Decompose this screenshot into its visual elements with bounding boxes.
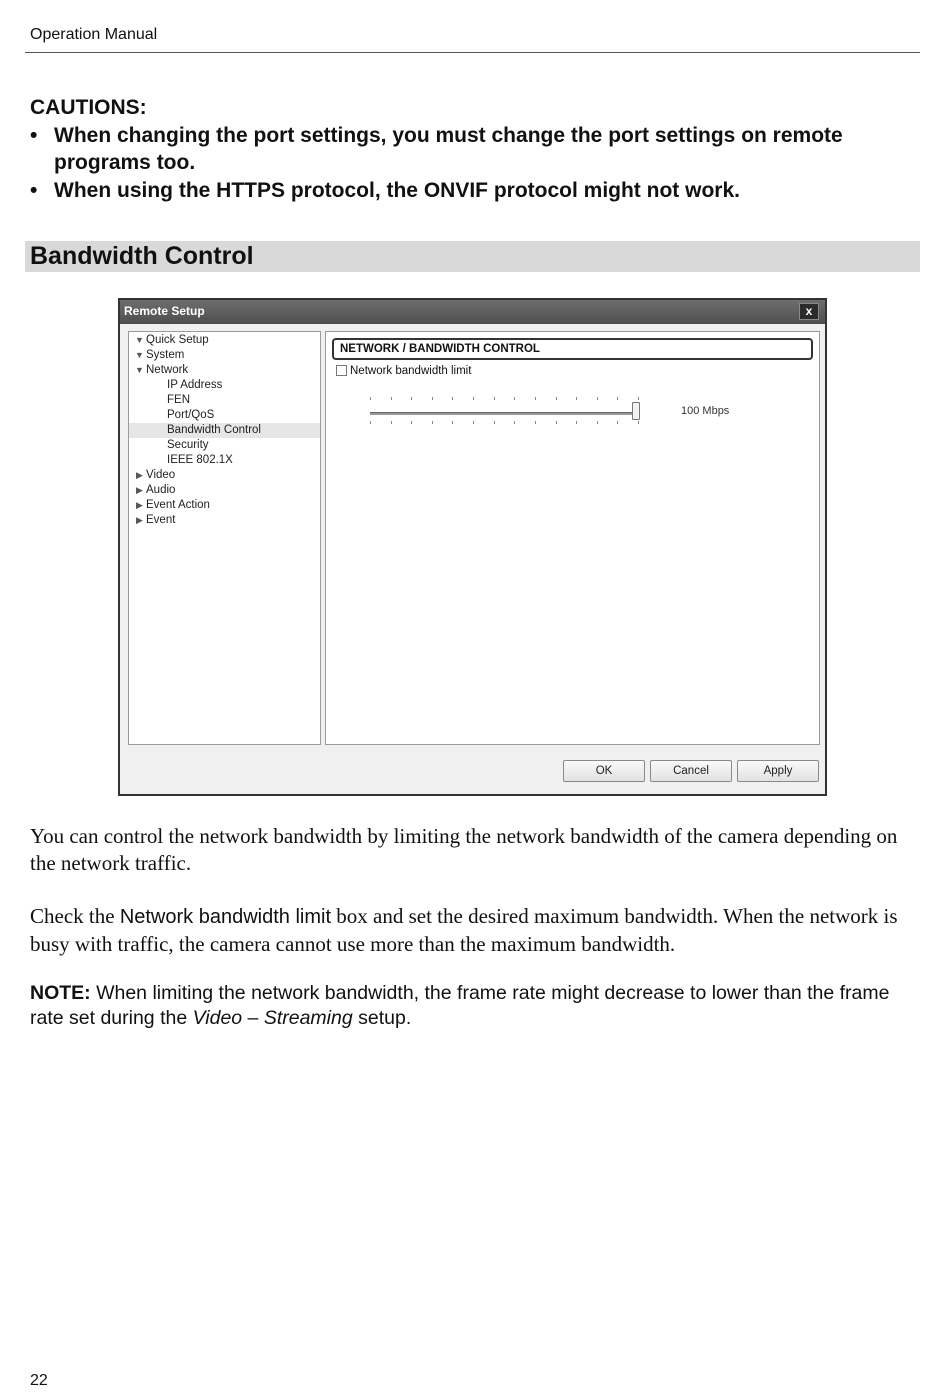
slider-tick [514, 397, 515, 400]
bandwidth-limit-label: Network bandwidth limit [350, 365, 472, 377]
slider-tick [535, 421, 536, 424]
collapsed-arrow-icon[interactable]: ▶ [136, 515, 143, 525]
tree-item-label: Event Action [146, 499, 210, 511]
slider-ticks-bottom [370, 421, 640, 425]
ok-button[interactable]: OK [563, 760, 645, 782]
tree-item[interactable] [129, 348, 320, 363]
tree-item-label: System [146, 349, 185, 361]
cautions-block [30, 94, 920, 204]
tree-item[interactable] [129, 498, 320, 513]
slider-ticks-top [370, 397, 640, 401]
tree-item[interactable] [129, 453, 320, 468]
tree-item-label: Quick Setup [146, 334, 209, 346]
slider-tick [370, 421, 371, 424]
slider-tick [597, 421, 598, 424]
tree-item-label: Bandwidth Control [167, 424, 261, 436]
body-paragraph-1: You can control the network bandwidth by limiting the network bandwidth of the camera depending on the network traffic. [30, 824, 898, 875]
running-header: Operation Manual [30, 26, 158, 43]
note-end: setup. [352, 1007, 412, 1029]
slider-tick [556, 397, 557, 400]
slider-tick [432, 397, 433, 400]
slider-tick [391, 397, 392, 400]
remote-setup-dialog [118, 298, 827, 796]
tree-item[interactable] [129, 468, 320, 483]
bandwidth-slider-thumb[interactable] [632, 402, 640, 420]
slider-tick [391, 421, 392, 424]
cancel-button[interactable]: Cancel [650, 760, 732, 782]
p2-text: box and set the desired maximum bandwidth. When the network is busy with traffic, the camera cannot use more than the maximum bandwidth. [30, 904, 898, 956]
slider-tick [514, 421, 515, 424]
note-label: NOTE: [30, 982, 91, 1004]
slider-tick [473, 397, 474, 400]
slider-tick [597, 397, 598, 400]
tree-item-label: Port/QoS [167, 409, 215, 421]
slider-tick [576, 421, 577, 424]
tree-item[interactable] [129, 513, 320, 528]
tree-item[interactable] [129, 423, 320, 438]
apply-button[interactable]: Apply [737, 760, 819, 782]
dialog-title: Remote Setup [124, 304, 205, 318]
caution-item [30, 122, 920, 177]
expanded-arrow-icon[interactable]: ▼ [135, 335, 144, 345]
bandwidth-slider-track[interactable] [370, 412, 638, 415]
section-title: Bandwidth Control [30, 242, 254, 270]
note-ref-video: Video [192, 1007, 243, 1029]
tree-item[interactable] [129, 483, 320, 498]
tree-item[interactable] [129, 408, 320, 423]
note-paragraph [30, 981, 920, 1031]
tree-item[interactable] [129, 378, 320, 393]
dialog-titlebar [120, 300, 825, 324]
slider-tick [535, 397, 536, 400]
tree-item-label: Event [146, 514, 176, 526]
body-paragraph-2 [30, 903, 920, 957]
cautions-heading: CAUTIONS: [30, 96, 147, 119]
cautions-list [30, 122, 920, 205]
close-button[interactable]: x [799, 303, 819, 320]
tree-item[interactable] [129, 333, 320, 348]
slider-tick [411, 397, 412, 400]
tree-item[interactable] [129, 438, 320, 453]
slider-tick [576, 397, 577, 400]
tree-item[interactable] [129, 393, 320, 408]
tree-item-label: Security [167, 439, 209, 451]
slider-tick [452, 421, 453, 424]
bullet-icon: • [30, 178, 38, 202]
settings-panel [325, 331, 820, 745]
collapsed-arrow-icon[interactable]: ▶ [136, 500, 143, 510]
expanded-arrow-icon[interactable]: ▼ [135, 350, 144, 360]
note-dash: – [242, 1007, 264, 1029]
section-heading-bar [25, 241, 920, 272]
tree-item-label: Video [146, 469, 176, 481]
slider-tick [432, 421, 433, 424]
page-number: 22 [30, 1372, 48, 1389]
slider-tick [556, 421, 557, 424]
p2-text: Check the [30, 904, 120, 928]
tree-item-label: Audio [146, 484, 176, 496]
expanded-arrow-icon[interactable]: ▼ [135, 365, 144, 375]
bandwidth-limit-checkbox[interactable] [336, 365, 347, 376]
tree-item-label: IP Address [167, 379, 223, 391]
tree-item[interactable] [129, 363, 320, 378]
slider-tick [411, 421, 412, 424]
bullet-icon: • [30, 123, 38, 147]
slider-tick [473, 421, 474, 424]
slider-tick [638, 397, 639, 400]
caution-text: When changing the port settings, you must change the port settings on remote programs too. [54, 123, 843, 174]
bandwidth-limit-row[interactable] [336, 364, 471, 378]
note-text: When limiting the network bandwidth, the frame rate might decrease to lower than the frame rate set during the [30, 982, 890, 1029]
tree-item-label: FEN [167, 394, 190, 406]
slider-tick [617, 421, 618, 424]
bandwidth-value: 100 Mbps [681, 405, 730, 417]
caution-item [30, 177, 920, 205]
slider-tick [638, 421, 639, 424]
tree-item-label: Network [146, 364, 189, 376]
slider-tick [494, 397, 495, 400]
slider-tick [617, 397, 618, 400]
caution-text: When using the HTTPS protocol, the ONVIF protocol might not work. [54, 178, 740, 202]
slider-tick [370, 397, 371, 400]
panel-title: NETWORK / BANDWIDTH CONTROL [332, 338, 813, 360]
slider-tick [452, 397, 453, 400]
p2-ui-term: Network bandwidth limit [119, 906, 332, 928]
collapsed-arrow-icon[interactable]: ▶ [136, 470, 143, 480]
settings-tree [128, 331, 321, 745]
collapsed-arrow-icon[interactable]: ▶ [136, 485, 143, 495]
note-ref-streaming: Streaming [263, 1007, 353, 1029]
slider-tick [494, 421, 495, 424]
header-divider [25, 52, 920, 53]
tree-item-label: IEEE 802.1X [167, 454, 233, 466]
